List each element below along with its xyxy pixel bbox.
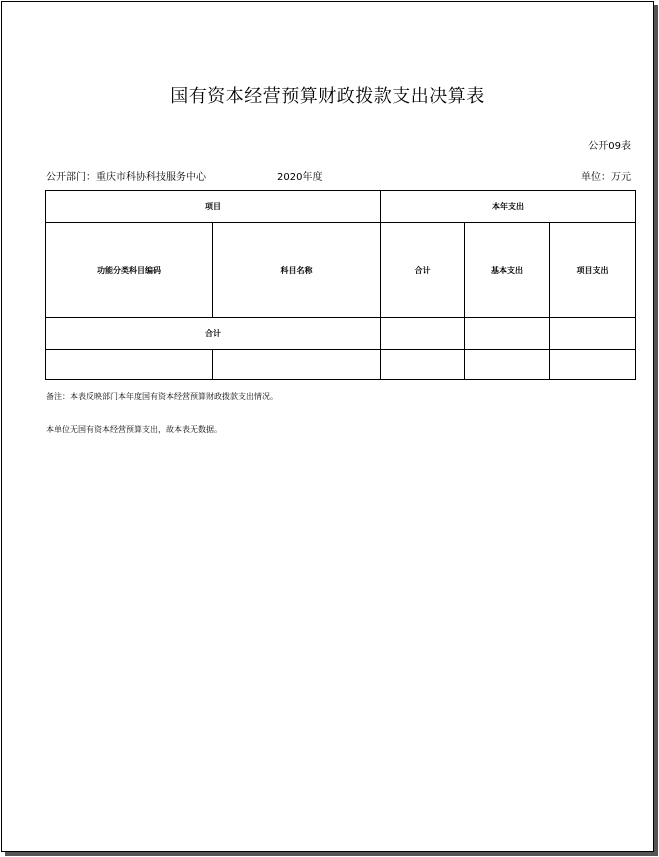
table-header-row	[46, 191, 636, 223]
form-number: 公开09表	[588, 141, 631, 152]
table-subheader-row	[46, 223, 636, 318]
page-title: 国有资本经营预算财政拨款支出决算表	[170, 86, 485, 107]
table-total-row	[46, 318, 636, 350]
unit-label: 单位：万元	[581, 172, 631, 183]
col-subject-name: 科目名称	[213, 223, 381, 318]
col-project-expenditure: 项目支出	[550, 223, 636, 318]
col-total: 合计	[381, 223, 465, 318]
empty-cell	[550, 350, 636, 380]
total-basic-cell	[465, 318, 550, 350]
total-project-cell	[550, 318, 636, 350]
empty-cell	[213, 350, 381, 380]
col-basic-expenditure: 基本支出	[465, 223, 550, 318]
no-data-note: 本单位无国有资本经营预算支出，故本表无数据。	[46, 425, 222, 434]
document-page	[1, 1, 654, 852]
header-current-year: 本年支出	[381, 191, 636, 223]
expenditure-table	[45, 190, 636, 380]
total-row-label: 合计	[46, 318, 381, 350]
fiscal-year: 2020年度	[277, 172, 323, 183]
col-function-code: 功能分类科目编码	[46, 223, 213, 318]
empty-cell	[46, 350, 213, 380]
department-label: 公开部门：重庆市科协科技服务中心	[46, 172, 206, 183]
table-row	[46, 350, 636, 380]
empty-cell	[381, 350, 465, 380]
header-item: 项目	[46, 191, 381, 223]
remark-note: 备注：本表反映部门本年度国有资本经营预算财政拨款支出情况。	[46, 392, 278, 401]
total-cell	[381, 318, 465, 350]
empty-cell	[465, 350, 550, 380]
